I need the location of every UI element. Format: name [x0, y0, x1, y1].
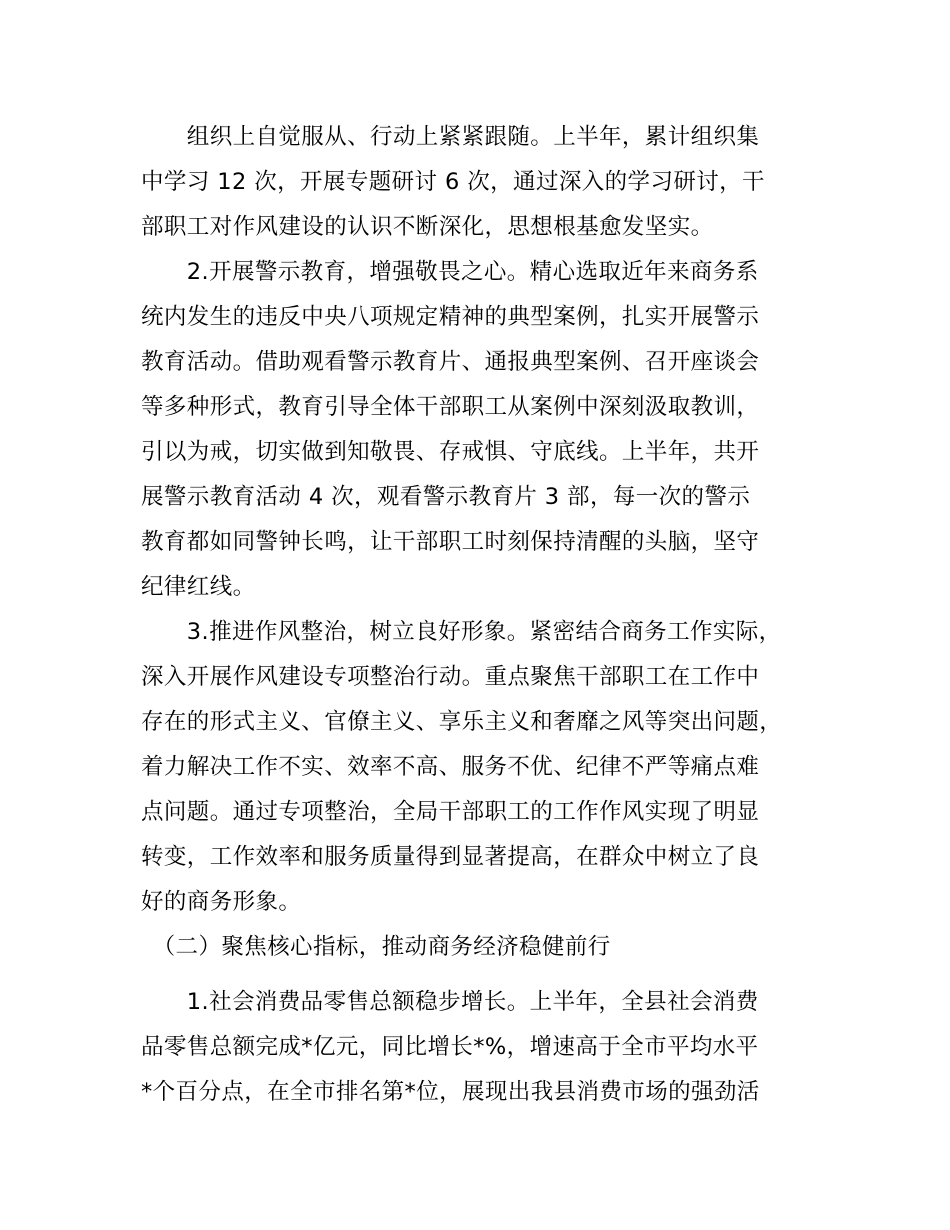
text-line: 中学习 12 次，开展专题研讨 6 次，通过深入的学习研讨，干	[141, 169, 765, 195]
text-line: 组织上自觉服从、行动上紧紧跟随。上半年，累计组织集	[141, 124, 760, 150]
section-heading: （二）聚焦核心指标，推动商务经济稳健前行	[141, 934, 611, 960]
text-line: 深入开展作风建设专项整治行动。重点聚焦干部职工在工作中	[141, 664, 760, 690]
text-line: 品零售总额完成*亿元，同比增长*%，增速高于全市平均水平	[141, 1034, 759, 1060]
text-line: 2.开展警示教育，增强敬畏之心。精心选取近年来商务系	[141, 259, 759, 285]
text-line: 1.社会消费品零售总额稳步增长。上半年，全县社会消费	[141, 989, 759, 1015]
text-line: 点问题。通过专项整治，全局干部职工的工作作风实现了明显	[141, 799, 760, 825]
text-line: 存在的形式主义、官僚主义、享乐主义和奢靡之风等突出问题，	[141, 709, 783, 735]
text-line: *个百分点，在全市排名第*位，展现出我县消费市场的强劲活	[141, 1079, 760, 1105]
text-line: 引以为戒，切实做到知敬畏、存戒惧、守底线。上半年，共开	[141, 439, 760, 465]
text-line: 统内发生的违反中央八项规定精神的典型案例，扎实开展警示	[141, 304, 760, 330]
text-line: 转变，工作效率和服务质量得到显著提高，在群众中树立了良	[141, 844, 760, 870]
text-line: 等多种形式，教育引导全体干部职工从案例中深刻汲取教训，	[141, 394, 760, 420]
text-line: 好的商务形象。	[141, 889, 302, 915]
text-line: 教育活动。借助观看警示教育片、通报典型案例、召开座谈会	[141, 349, 760, 375]
text-line: 3.推进作风整治，树立良好形象。紧密结合商务工作实际，	[141, 619, 782, 645]
text-line: 教育都如同警钟长鸣，让干部职工时刻保持清醒的头脑，坚守	[141, 529, 760, 555]
text-line: 着力解决工作不实、效率不高、服务不优、纪律不严等痛点难	[141, 754, 760, 780]
text-line: 部职工对作风建设的认识不断深化，思想根基愈发坚实。	[141, 214, 714, 240]
text-line: 展警示教育活动 4 次，观看警示教育片 3 部，每一次的警示	[141, 484, 751, 510]
text-line: 纪律红线。	[141, 574, 256, 600]
